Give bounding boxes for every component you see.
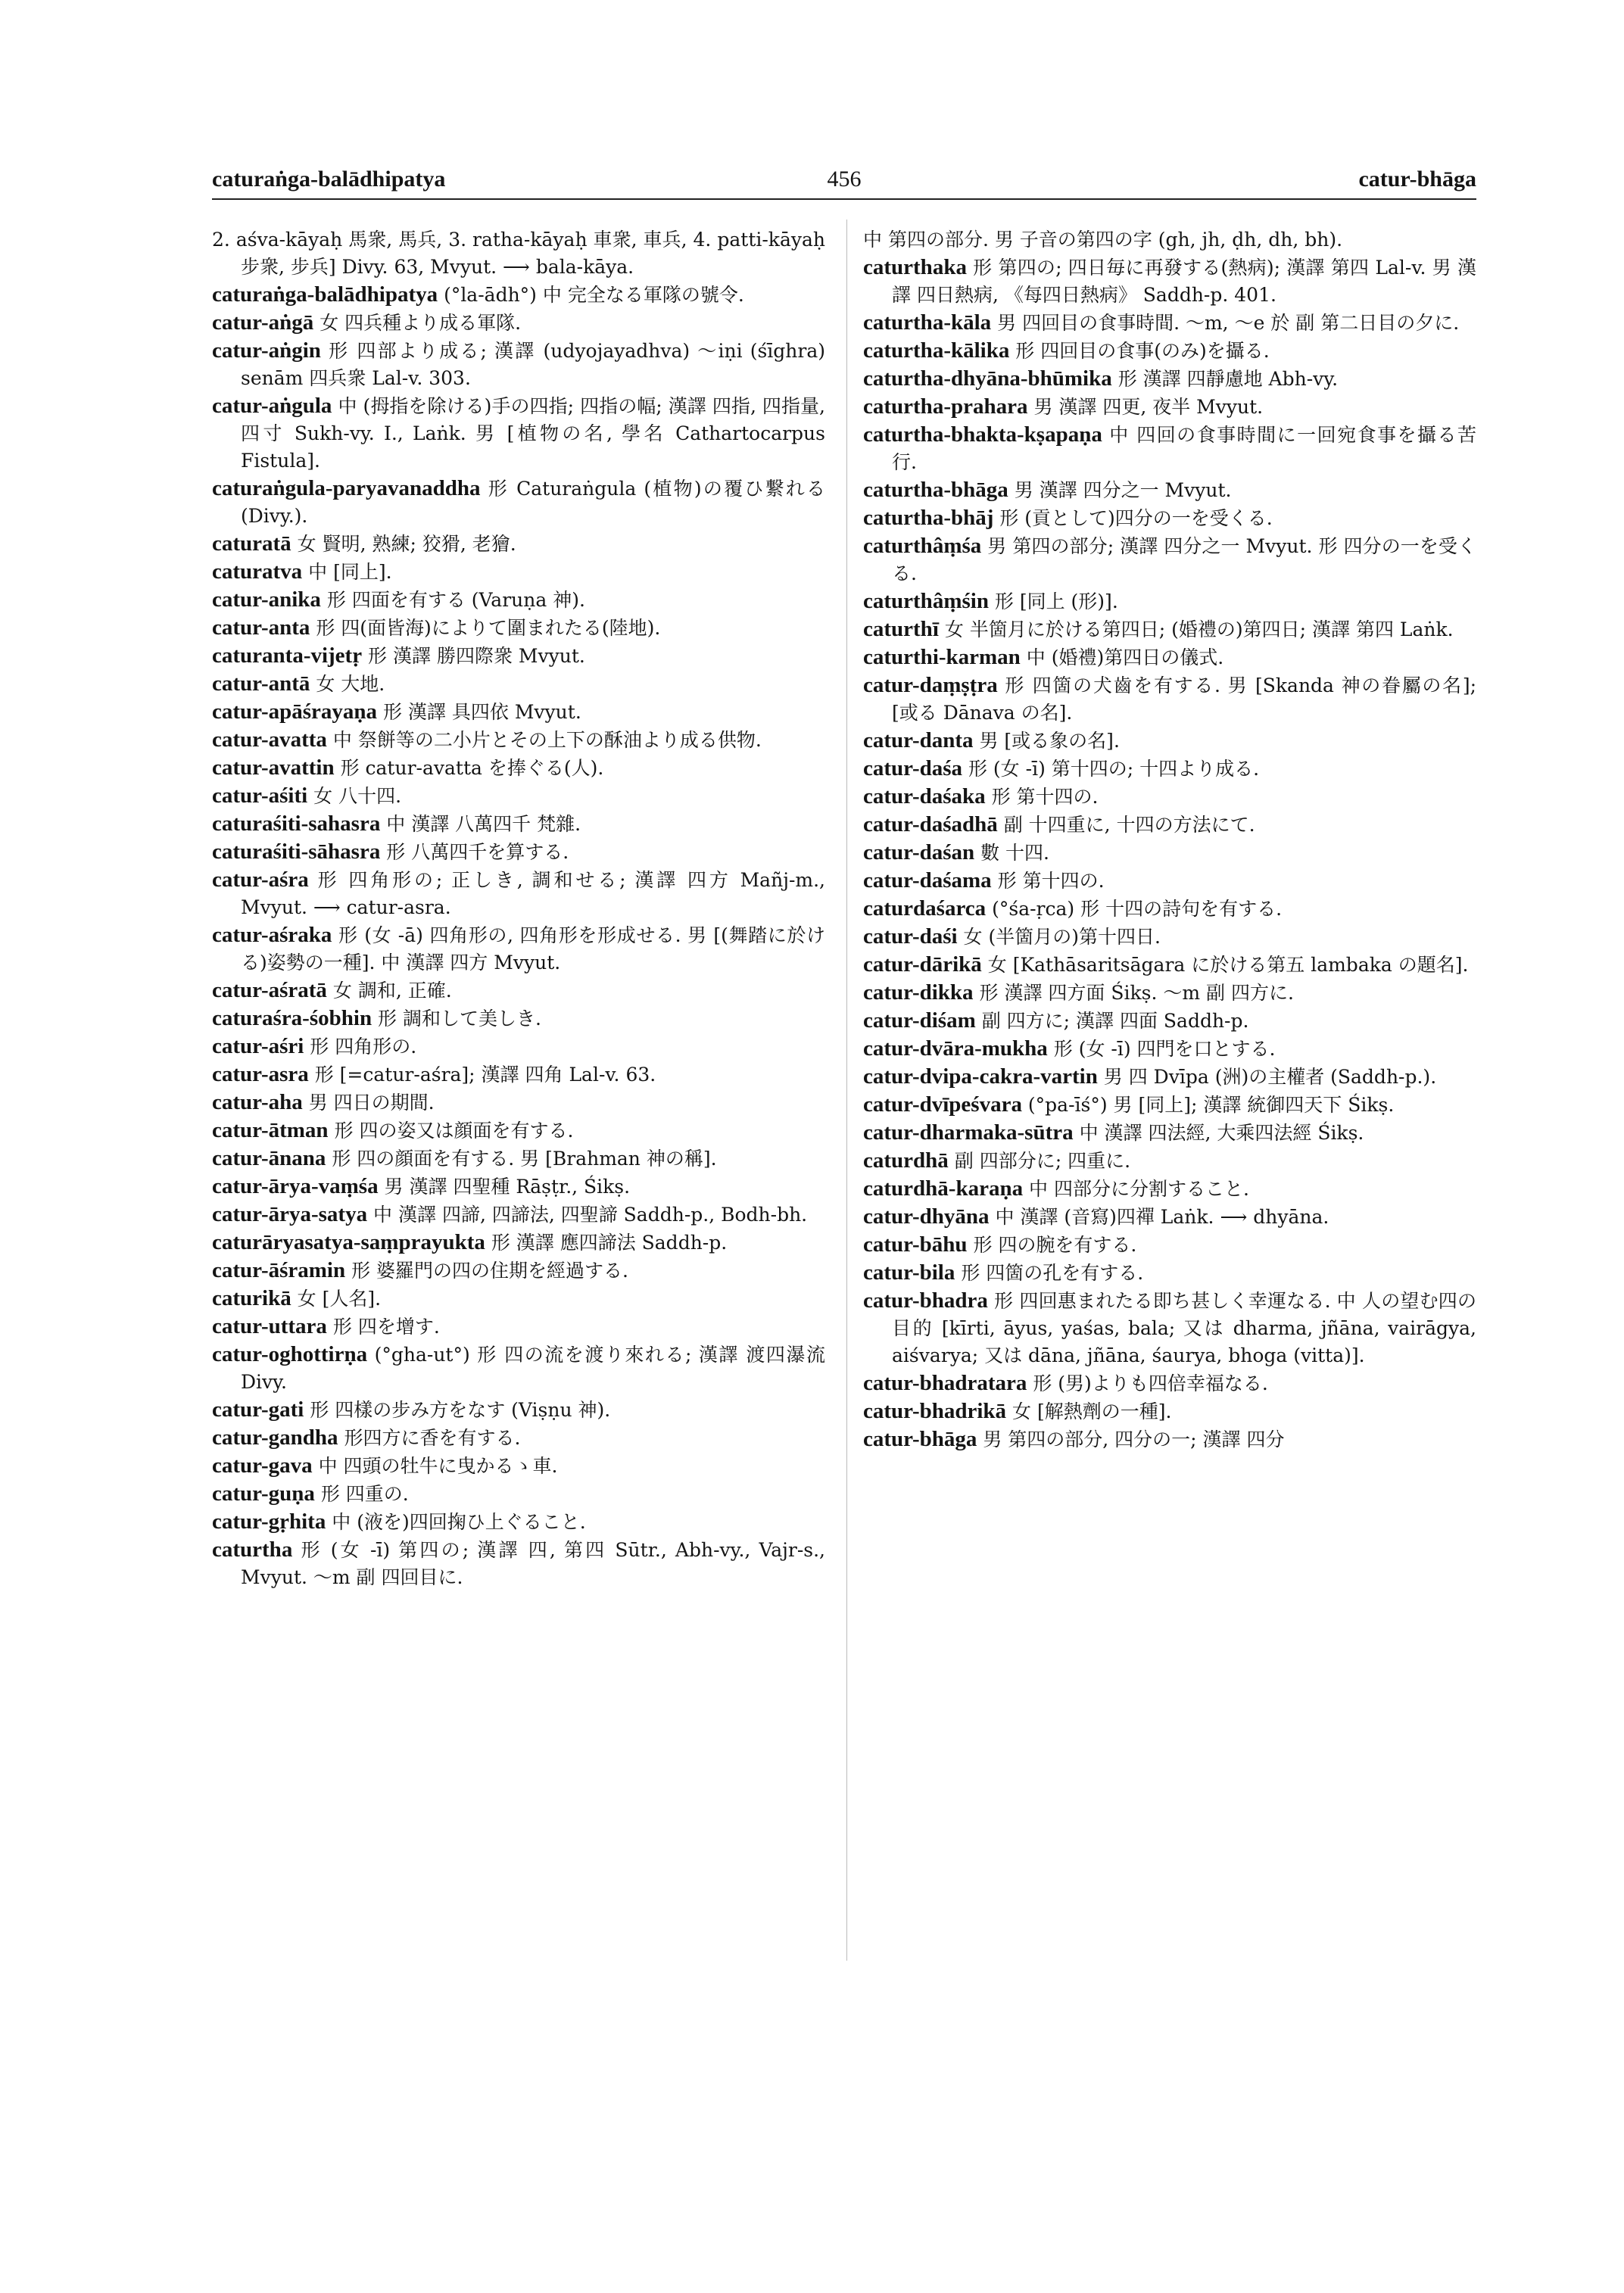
entry-headword: catur-gava [212, 1453, 313, 1478]
entry-definition: 形 (貢として)四分の一を受くる. [999, 507, 1273, 529]
dictionary-entry [863, 393, 1476, 421]
dictionary-entry [212, 1396, 825, 1424]
entry-definition: 形 第四の; 四日毎に再發する(熱病); 漢譯 第四 Lal-v. 男 漢譯 四日熱病, 《每四日熱病》 Saddh-p. 401. [892, 257, 1476, 306]
entry-definition: 男 四 Dvīpa (洲)の主權者 (Saddh-p.). [1103, 1066, 1437, 1088]
entry-headword: catur-āśramin [212, 1258, 346, 1282]
entry-headword: catur-antā [212, 671, 310, 696]
dictionary-entry [212, 281, 825, 309]
entry-headword: catur-gandha [212, 1425, 338, 1450]
entry-headword: catur-daśan [863, 840, 975, 865]
entry-headword: catur-aṅgā [212, 310, 314, 335]
entry-definition: 形 四の顔面を有する. 男 [Brahman 神の稱]. [332, 1148, 717, 1170]
entry-definition: 形 四(面皆海)によりて圍まれたる(陸地). [316, 617, 661, 639]
column-divider [846, 220, 847, 1961]
entry-headword: catur-gṛhita [212, 1509, 326, 1534]
entry-headword: caturdhā-karaṇa [863, 1176, 1024, 1201]
dictionary-entry [863, 254, 1476, 309]
dictionary-entry [212, 337, 825, 392]
entry-headword: catur-ātman [212, 1118, 329, 1142]
entry-definition: 形 (女 -ī) 第四の; 漢譯 四, 第四 Sūtr., Abh-vy., Vajr-s., Mvyut. 〜m 副 四回目に. [241, 1539, 825, 1588]
right-column [863, 226, 1476, 1453]
entry-definition: 形 四を增す. [332, 1316, 440, 1338]
left-column [212, 226, 825, 1591]
entry-headword: caturthaka [863, 255, 967, 279]
dictionary-entry [212, 670, 825, 698]
entry-definition: 男 漢譯 四聖種 Rāṣṭr., Śikṣ. [384, 1176, 631, 1198]
entry-definition: 中 祭餅等の二小片とその上下の酥油より成る供物. [332, 729, 762, 751]
dictionary-entry [863, 504, 1476, 532]
dictionary-entry [212, 1508, 825, 1536]
dictionary-entry [863, 895, 1476, 923]
entry-definition: 女 大地. [316, 673, 385, 695]
entry-definition: 男 四回目の食事時間. 〜m, 〜e 於 副 第二日目の夕に. [997, 312, 1460, 334]
entry-headword: catur-bāhu [863, 1232, 968, 1257]
entry-definition: 男 第四の部分, 四分の一; 漢譯 四分 [983, 1428, 1285, 1450]
entry-headword: catur-guṇa [212, 1481, 315, 1506]
dictionary-entry [863, 1175, 1476, 1203]
dictionary-entry [863, 1425, 1476, 1453]
dictionary-entry [863, 1091, 1476, 1119]
dictionary-entry [863, 979, 1476, 1007]
entry-definition: 女 [人名]. [297, 1288, 382, 1310]
dictionary-entry [212, 977, 825, 1005]
dictionary-entry [863, 1231, 1476, 1259]
entry-definition: 形 四角形の; 正しき, 調和せる; 漢譯 四方 Mañj-m., Mvyut. ⟶ catur-asra. [241, 869, 825, 918]
entry-definition: 中 四部分に分割すること. [1029, 1178, 1249, 1200]
dictionary-entry [212, 1201, 825, 1229]
dictionary-entry [212, 1173, 825, 1201]
dictionary-entry [863, 1035, 1476, 1063]
dictionary-entry [212, 226, 825, 281]
entry-headword: catur-dvīpeśvara [863, 1092, 1022, 1117]
entry-definition: 中 漢譯 四諦, 四諦法, 四聖諦 Saddh-p., Bodh-bh. [373, 1204, 808, 1226]
entry-headword: catur-daśaka [863, 784, 986, 808]
entry-headword: catur-bhadra [863, 1288, 988, 1313]
dictionary-entry [212, 586, 825, 614]
dictionary-entry [212, 866, 825, 921]
entry-definition: 中 [同上]. [308, 561, 392, 583]
dictionary-entry [863, 671, 1476, 727]
dictionary-entry [863, 421, 1476, 476]
entry-headword: catur-aśri [212, 1034, 304, 1058]
dictionary-entry [863, 309, 1476, 337]
dictionary-entry [212, 1257, 825, 1285]
dictionary-entry [212, 1424, 825, 1452]
dictionary-entry [212, 558, 825, 586]
entry-headword: caturthī [863, 617, 939, 641]
entry-definition: 形 四面を有する (Varuṇa 神). [326, 589, 585, 611]
entry-headword: caturtha [212, 1537, 293, 1562]
dictionary-entry [212, 1145, 825, 1173]
dictionary-entry [212, 392, 825, 475]
entry-definition: 形 四回目の食事(のみ)を攝る. [1015, 340, 1270, 362]
dictionary-entry [212, 782, 825, 810]
dictionary-entry [212, 309, 825, 337]
dictionary-entry [212, 614, 825, 642]
entry-headword: caturdaśarca [863, 896, 987, 921]
entry-headword: caturāryasatya-saṃprayukta [212, 1230, 485, 1254]
entry-headword: catur-daśi [863, 924, 958, 949]
dictionary-entry [212, 1313, 825, 1341]
dictionary-entry [212, 1536, 825, 1591]
entry-definition: 中 (拇指を除ける)手の四指; 四指の幅; 漢譯 四指, 四指量, 四寸 Sukh-vy. I., Laṅk. 男 [植物の名, 學名 Cathartocarpus Fistula]. [241, 395, 826, 472]
dictionary-entry [863, 1147, 1476, 1175]
dictionary-entry [212, 1480, 825, 1508]
dictionary-entry [212, 1285, 825, 1313]
entry-headword: catur-gati [212, 1397, 304, 1422]
entry-definition: (°śa-ṛca) 形 十四の詩句を有する. [992, 898, 1283, 920]
entry-headword: catur-bhadrikā [863, 1399, 1007, 1423]
entry-definition: 形 漢譯 勝四際衆 Mvyut. [368, 645, 585, 667]
dictionary-entry [863, 476, 1476, 504]
entry-headword: catur-aśraka [212, 923, 332, 947]
entry-headword: catur-bhāga [863, 1427, 977, 1451]
entry-definition: 副 四部分に; 四重に. [954, 1150, 1131, 1172]
dictionary-entry [212, 698, 825, 726]
entry-headword: caturtha-bhāga [863, 478, 1008, 502]
dictionary-entry [863, 1063, 1476, 1091]
dictionary-entry [212, 475, 825, 530]
entry-definition: 形 漢譯 應四諦法 Saddh-p. [491, 1232, 728, 1254]
entry-definition: 形 四箇の孔を有する. [961, 1262, 1144, 1284]
dictionary-entry [863, 1203, 1476, 1231]
dictionary-entry [863, 867, 1476, 895]
entry-headword: catur-dvāra-mukha [863, 1036, 1048, 1061]
entry-definition: 形 四樣の步み方をなす (Viṣṇu 神). [310, 1399, 611, 1421]
entry-definition: 中 漢譯 (音寫)四禪 Laṅk. ⟶ dhyāna. [995, 1206, 1329, 1228]
entry-headword: caturikā [212, 1286, 291, 1310]
entry-definition: 中 (液を)四回掬ひ上ぐること. [332, 1511, 586, 1533]
dictionary-entry [863, 337, 1476, 365]
dictionary-entry [863, 727, 1476, 755]
entry-headword: caturatā [212, 531, 291, 556]
header-right-guideword: catur-bhāga [1358, 167, 1476, 192]
dictionary-entry [212, 1452, 825, 1480]
entry-definition: 形 八萬四千を算する. [386, 841, 569, 863]
entry-headword: catur-aṅgula [212, 394, 332, 418]
dictionary-entry [863, 365, 1476, 393]
entry-definition: 女 [Kathāsaritsāgara に於ける第五 lambaka の題名]. [987, 954, 1469, 976]
dictionary-entry [863, 783, 1476, 811]
entry-definition: 副 十四重に, 十四の方法にて. [1003, 814, 1255, 836]
entry-definition: 形 漢譯 具四依 Mvyut. [382, 701, 581, 723]
dictionary-entry [863, 1007, 1476, 1035]
entry-headword: catur-anika [212, 587, 321, 612]
entry-headword: catur-daśadhā [863, 812, 998, 837]
entry-headword: catur-aha [212, 1090, 303, 1114]
entry-headword: caturthâṃśa [863, 534, 982, 558]
entry-definition: 形 漢譯 四靜慮地 Abh-vy. [1117, 368, 1339, 390]
entry-definition: 女 賢明, 熟練; 狡猾, 老獪. [297, 533, 516, 555]
entry-definition: 男 漢譯 四更, 夜半 Mvyut. [1033, 396, 1264, 418]
dictionary-entry [863, 811, 1476, 839]
entry-headword: catur-dhyāna [863, 1204, 990, 1229]
dictionary-entry [863, 923, 1476, 951]
entry-headword: catur-daśama [863, 868, 992, 893]
entry-definition: 形 [=catur-aśra]; 漢譯 四角 Lal-v. 63. [314, 1064, 656, 1086]
dictionary-entry [212, 810, 825, 838]
entry-headword: catur-avattin [212, 756, 335, 780]
entry-definition: 形 四部より成る; 漢譯 (udyojayadhva) 〜iṇi (śīghra) senām 四兵衆 Lal-v. 303. [241, 340, 825, 389]
entry-headword: catur-avatta [212, 727, 327, 752]
entry-headword: catur-ārya-vaṃśa [212, 1174, 379, 1198]
entry-headword: caturthi-karman [863, 645, 1021, 669]
header-left-guideword: caturaṅga-balādhipatya [212, 167, 446, 192]
entry-headword: caturtha-bhāj [863, 506, 994, 530]
dictionary-entry [212, 921, 825, 977]
entry-headword: caturanta-vijetṛ [212, 643, 363, 668]
entry-definition: 形 四の姿又は顔面を有する. [334, 1120, 574, 1142]
entry-definition: (°pa-īś°) 男 [同上]; 漢譯 統御四天下 Śikṣ. [1027, 1094, 1395, 1116]
entry-headword: catur-daśa [863, 756, 963, 780]
entry-headword: catur-anta [212, 615, 310, 640]
entry-headword: catur-aṅgin [212, 338, 321, 363]
entry-definition: 女 (半箇月の)第十四日. [963, 926, 1161, 948]
entry-definition: 形 四箇の犬齒を有する. 男 [Skanda 神の眷屬の名]; [或る Dānava の名]. [892, 675, 1476, 724]
entry-headword: catur-danta [863, 728, 974, 752]
entry-definition: (°la-ādh°) 中 完全なる軍隊の號令. [444, 284, 744, 306]
entry-definition: 形 (女 -ī) 四門を口とする. [1053, 1038, 1276, 1060]
entry-headword: catur-dārikā [863, 952, 982, 977]
entry-definition: 形 婆羅門の四の住期を經過する. [351, 1260, 628, 1282]
entry-headword: catur-bhadratara [863, 1371, 1027, 1395]
entry-headword: caturtha-kāla [863, 310, 992, 335]
dictionary-entry [212, 1341, 825, 1396]
entry-definition: 形 Caturaṅgula (植物)の覆ひ繋れる (Divy.). [241, 478, 826, 527]
entry-headword: catur-asra [212, 1062, 309, 1086]
entry-headword: catur-ānana [212, 1146, 326, 1170]
entry-definition: 女 調和, 正確. [332, 980, 452, 1002]
dictionary-entry [863, 951, 1476, 979]
entry-definition: 中 四回の食事時間に一回宛食事を攝る苦行. [892, 424, 1476, 473]
dictionary-entry [212, 530, 825, 558]
entry-definition: 形 四角形の. [310, 1036, 417, 1058]
dictionary-entry [863, 1397, 1476, 1425]
dictionary-entry [212, 1117, 825, 1145]
dictionary-entry [212, 642, 825, 670]
entry-definition: 形 四回惠まれたる即ち甚しく幸運なる. 中 人の望む四の目的 [kīrti, āyus, yaśas, bala; 又は dharma, jñāna, vairāgya, aiśvarya; 又は dāna, jñāna, śaurya, bhoga (vitta)]. [892, 1290, 1476, 1366]
entry-definition: 中 (婚禮)第四日の儀式. [1026, 646, 1224, 668]
entry-headword: catur-daṃṣṭra [863, 673, 998, 697]
entry-headword: caturatva [212, 559, 303, 584]
entry-definition: 形 (女 -ī) 第十四の; 十四より成る. [968, 758, 1260, 780]
entry-headword: caturaśra-śobhin [212, 1006, 372, 1030]
dictionary-entry [212, 1005, 825, 1033]
entry-headword: caturtha-bhakta-kṣapaṇa [863, 422, 1102, 447]
entry-headword: catur-ārya-satya [212, 1202, 368, 1226]
entry-definition: 女 半箇月に於ける第四日; (婚禮の)第四日; 漢譯 第四 Laṅk. [944, 618, 1454, 640]
entry-definition: 形 第十四の. [997, 870, 1105, 892]
entry-headword: caturthâṃśin [863, 589, 989, 613]
entry-headword: catur-dvipa-cakra-vartin [863, 1064, 1098, 1089]
entry-definition: 形 四の腕を有する. [973, 1234, 1137, 1256]
entry-headword: catur-uttara [212, 1314, 327, 1338]
dictionary-entry [863, 755, 1476, 783]
entry-definition: 2. aśva-kāyaḥ 馬衆, 馬兵, 3. ratha-kāyaḥ 車衆, 車兵, 4. patti-kāyaḥ 步衆, 步兵] Divy. 63, Mvyut. ⟶ bala-kāya. [212, 229, 825, 278]
entry-headword: catur-aśra [212, 868, 309, 892]
dictionary-entry [212, 754, 825, 782]
header-rule [212, 198, 1476, 200]
page-number: 456 [827, 167, 862, 192]
entry-definition: 數 十四. [980, 842, 1050, 864]
entry-headword: caturaṅgula-paryavanaddha [212, 476, 481, 500]
entry-definition: 形 [同上 (形)]. [994, 590, 1118, 612]
entry-headword: catur-dikka [863, 980, 974, 1005]
entry-definition: 形 (女 -ā) 四角形の, 四角形を形成せる. 男 [(舞踏に於ける)姿勢の一種]. 中 漢譯 四方 Mvyut. [241, 924, 825, 974]
dictionary-entry [212, 838, 825, 866]
entry-headword: catur-aśiti [212, 784, 308, 808]
entry-definition: 形 (男)よりも四倍幸福なる. [1033, 1372, 1268, 1394]
entry-definition: 男 四日の期間. [308, 1092, 435, 1114]
entry-definition: 形 第十四の. [991, 786, 1099, 808]
entry-definition: 形四方に香を有する. [344, 1427, 521, 1449]
entry-definition: 女 [解熱劑の一種]. [1012, 1400, 1172, 1422]
entry-definition: 男 漢譯 四分之一 Mvyut. [1014, 479, 1232, 501]
dictionary-entry [863, 587, 1476, 615]
entry-headword: caturtha-prahara [863, 394, 1028, 419]
entry-headword: catur-oghottirṇa [212, 1342, 368, 1366]
entry-headword: caturtha-dhyāna-bhūmika [863, 366, 1112, 391]
entry-definition: (°gha-ut°) 形 四の流を渡り來れる; 漢譯 渡四瀑流 Divy. [241, 1344, 825, 1393]
entry-definition: 形 調和して美しき. [378, 1008, 541, 1030]
dictionary-entry [863, 1259, 1476, 1287]
entry-headword: caturdhā [863, 1148, 949, 1173]
entry-definition: 中 漢譯 八萬四千 梵雜. [386, 813, 581, 835]
entry-headword: catur-aśratā [212, 978, 327, 1002]
entry-definition: 女 八十四. [313, 785, 402, 807]
dictionary-entry [212, 1089, 825, 1117]
entry-definition: 副 四方に; 漢譯 四面 Saddh-p. [981, 1010, 1249, 1032]
entry-definition: 中 第四の部分. 男 子音の第四の字 (gh, jh, ḍh, dh, bh). [863, 229, 1343, 251]
entry-definition: 形 漢譯 四方面 Śikṣ. 〜m 副 四方に. [979, 982, 1294, 1004]
entry-definition: 形 四重の. [320, 1483, 409, 1505]
entry-definition: 女 四兵種より成る軍隊. [320, 312, 522, 334]
entry-headword: caturtha-kālika [863, 338, 1010, 363]
entry-headword: catur-bila [863, 1260, 955, 1285]
dictionary-entry [863, 615, 1476, 643]
dictionary-entry [212, 1061, 825, 1089]
entry-definition: 男 第四の部分; 漢譯 四分之一 Mvyut. 形 四分の一を受くる. [892, 535, 1476, 584]
dictionary-entry [212, 1033, 825, 1061]
dictionary-entry [863, 643, 1476, 671]
entry-definition: 中 四頭の牡牛に曳かるゝ車. [318, 1455, 558, 1477]
entry-definition: 中 漢譯 四法經, 大乘四法經 Śikṣ. [1079, 1122, 1364, 1144]
entry-headword: caturaśiti-sāhasra [212, 840, 381, 864]
entry-headword: catur-apāśrayaṇa [212, 699, 378, 724]
dictionary-entry [212, 726, 825, 754]
dictionary-entry [863, 1287, 1476, 1369]
entry-headword: caturaśiti-sahasra [212, 812, 381, 836]
dictionary-entry [863, 839, 1476, 867]
dictionary-entry [863, 226, 1476, 254]
entry-headword: catur-dharmaka-sūtra [863, 1120, 1074, 1145]
dictionary-entry [212, 1229, 825, 1257]
entry-definition: 形 catur-avatta を捧ぐる(人). [340, 757, 604, 779]
dictionary-entry [863, 1369, 1476, 1397]
entry-headword: catur-diśam [863, 1008, 976, 1033]
entry-definition: 男 [或る象の名]. [979, 730, 1120, 752]
dictionary-entry [863, 1119, 1476, 1147]
dictionary-entry [863, 532, 1476, 587]
entry-headword: caturaṅga-balādhipatya [212, 282, 438, 307]
